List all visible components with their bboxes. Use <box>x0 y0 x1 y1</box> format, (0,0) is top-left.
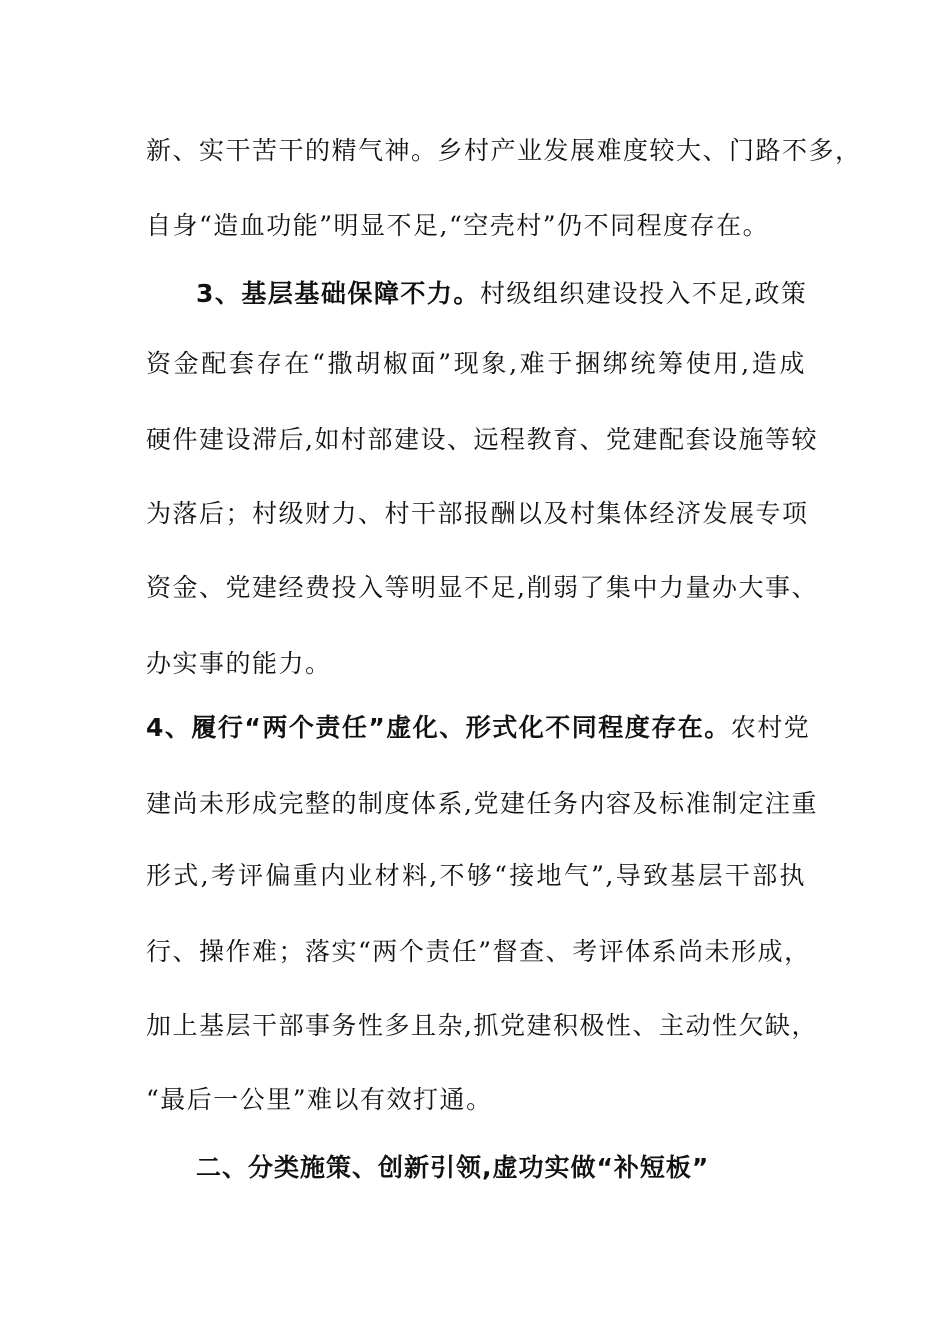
paragraph-line: 资金、党建经费投入等明显不足,削弱了集中力量办大事、 <box>146 573 818 602</box>
paragraph-line <box>146 708 811 748</box>
paragraph-line: 自身“造血功能”明显不足,“空壳村”仍不同程度存在。 <box>146 211 770 240</box>
paragraph-line: “最后一公里”难以有效打通。 <box>146 1085 493 1114</box>
paragraph-line: 为落后；村级财力、村干部报酬以及村集体经济发展专项 <box>146 499 809 528</box>
paragraph-line: 新、实干苦干的精气神。乡村产业发展难度较大、门路不多， <box>146 136 862 165</box>
paragraph-line: 资金配套存在“撒胡椒面”现象,难于捆绑统筹使用,造成 <box>146 349 806 378</box>
paragraph-text: 农村党 <box>730 713 811 742</box>
paragraph-heading: 4、履行“两个责任”虚化、形式化不同程度存在。 <box>146 713 731 742</box>
paragraph-heading: 3、基层基础保障不力。 <box>196 279 480 308</box>
paragraph-line: 形式,考评偏重内业材料,不够“接地气”,导致基层干部执 <box>146 861 806 890</box>
paragraph-line: 硬件建设滞后,如村部建设、远程教育、党建配套设施等较 <box>146 425 818 454</box>
paragraph-text: 村级组织建设投入不足,政策 <box>479 279 808 308</box>
paragraph-line: 行、操作难；落实“两个责任”督查、考评体系尚未形成， <box>146 937 811 966</box>
paragraph-line: 加上基层干部事务性多且杂,抓党建积极性、主动性欠缺， <box>146 1011 818 1040</box>
paragraph-line: 办实事的能力。 <box>146 649 332 678</box>
paragraph-line: 建尚未形成完整的制度体系,党建任务内容及标准制定注重 <box>146 789 818 818</box>
section-heading: 二、分类施策、创新引领,虚功实做“补短板” <box>196 1153 710 1182</box>
paragraph-line <box>196 274 806 314</box>
